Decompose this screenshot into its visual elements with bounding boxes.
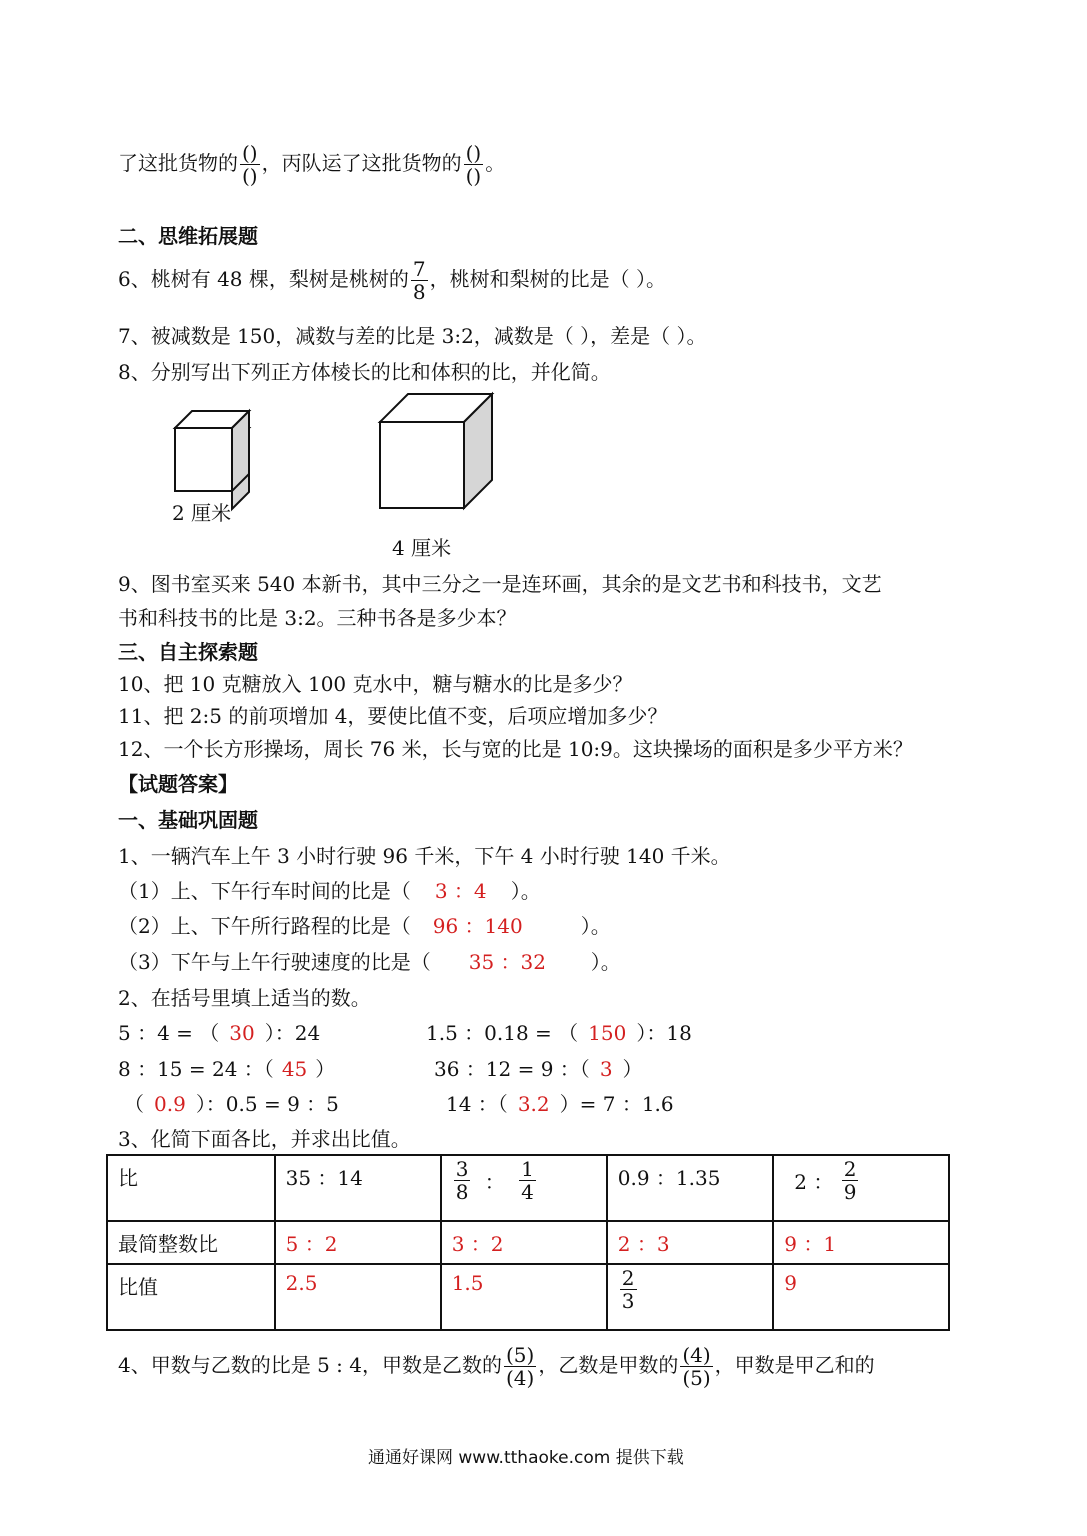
answer-2: 2、在括号里填上适当的数。 — [118, 986, 371, 1010]
footer: 通通好课网 www.tthaoke.com 提供下载 — [368, 1448, 684, 1468]
large-cube — [380, 394, 492, 508]
row-header-value: 比值 — [107, 1264, 275, 1330]
answer-2-row-3-left: （ 0.9 ）：0.5 = 9 ：5 — [124, 1092, 339, 1116]
cell-value-2: 1.5 — [441, 1264, 607, 1330]
answer-2-value: 3.2 — [517, 1092, 550, 1116]
answer-3: 3、化简下面各比，并求出比值。 — [118, 1127, 411, 1151]
q6-text-2: ，桃树和梨树的比是（ ）。 — [429, 267, 666, 291]
section2-title: 二、思维拓展题 — [118, 224, 258, 248]
fraction: $\frac{1}{4}$ — [521, 1157, 534, 1204]
row-header-ratio: 比 — [107, 1155, 275, 1221]
cell-ratio-3: 0.9 ：1.35 — [607, 1155, 774, 1221]
question-7: 7、被减数是 150，减数与差的比是 3:2，减数是（ ），差是（ ）。 — [118, 324, 707, 348]
answer-2-row-2-right: 36 ：12 = 9 ：（ 3 ） — [434, 1057, 643, 1081]
table-row — [107, 1155, 949, 1221]
q5-fraction-1: $\frac{()}{()}$ — [242, 141, 258, 188]
q5-text-3: 。 — [485, 151, 506, 175]
answer-2-row-1-right: 1.5 ：0.18 = （ 150 ）：18 — [426, 1021, 692, 1045]
answers-title: 【试题答案】 — [118, 772, 238, 796]
cell-ratio-1: 35 ：14 — [275, 1155, 441, 1221]
answer-4-fraction-2: $\frac{(4)}{(5)}$ — [682, 1343, 711, 1390]
q5-text-2: ，丙队运了这批货物的 — [261, 151, 462, 175]
answer-2-row-3-right: 14 ：（ 3.2 ）= 7 ：1.6 — [446, 1092, 674, 1116]
question-11: 11、把 2:5 的前项增加 4，要使比值不变，后项应增加多少？ — [118, 704, 668, 728]
question-9-line-1: 9、图书室买来 540 本新书，其中三分之一是连环画，其余的是文艺书和科技书，文艺 — [118, 572, 882, 596]
fraction: $\frac{2}{3}$ — [621, 1266, 635, 1313]
section3-title: 三、自主探索题 — [118, 640, 258, 664]
table-row — [107, 1221, 949, 1264]
answer-2-value: 30 — [229, 1021, 255, 1045]
fraction: $\frac{2}{9}$ — [843, 1157, 857, 1204]
answer-2-value: 0.9 — [154, 1092, 186, 1116]
table-row — [107, 1264, 949, 1330]
answer-1-3-value: 35 ：32 — [468, 950, 546, 974]
answer-1: 1、一辆汽车上午 3 小时行驶 96 千米，下午 4 小时行驶 140 千米。 — [118, 844, 731, 868]
q5-text-1: 了这批货物的 — [118, 151, 238, 175]
answer-1-1-value: 3 ：4 — [434, 879, 487, 903]
small-cube — [175, 411, 249, 509]
answer-2-row-2-left: 8 ：15 = 24 ：（ 45 ） — [118, 1057, 336, 1081]
cell-value-3 — [607, 1264, 774, 1330]
cell-ratio-4: 2 ： $\frac{2}{9}$ — [773, 1155, 949, 1221]
answer-1-1: （1）上、下午行车时间的比是（ 3 ：4 ）。 — [118, 879, 541, 903]
answer-1-2-value: 96 ：140 — [432, 914, 523, 938]
cell-value-1: 2.5 — [275, 1264, 441, 1330]
answer-2-value: 3 — [599, 1057, 613, 1081]
question-8: 8、分别写出下列正方体棱长的比和体积的比，并化简。 — [118, 360, 611, 384]
answer-1-3: （3）下午与上午行驶速度的比是（ 35 ：32 ）。 — [118, 950, 621, 974]
answer-2-row-1-left: 5 ：4 = （ 30 ）：24 — [118, 1021, 321, 1045]
row-header-simplest: 最简整数比 — [107, 1221, 275, 1264]
cell-simplest-4: 9 ：1 — [773, 1221, 949, 1264]
cell-simplest-1: 5 ：2 — [275, 1221, 441, 1264]
cell-ratio-2: $\frac{3}{8}$ ： $\frac{1}{4}$ — [441, 1155, 607, 1221]
large-cube-label: 4 厘米 — [392, 536, 452, 560]
answer-1-2: （2）上、下午所行路程的比是（ 96 ：140 ）。 — [118, 914, 611, 938]
q6-fraction: $\frac{7}{8}$ — [412, 257, 426, 304]
small-cube-label: 2 厘米 — [172, 501, 232, 525]
cell-simplest-3: 2 ：3 — [607, 1221, 774, 1264]
question-9-line-2: 书和科技书的比是 3:2。三种书各是多少本？ — [118, 606, 517, 630]
ratio-table — [106, 1154, 950, 1331]
answer-4: 4、甲数与乙数的比是 5 : 4，甲数是乙数的 $\frac{(5)}{(4)}$ ，乙数是甲数的 $\frac{(4)}{(5)}$ ，甲数是甲乙和的 — [118, 1343, 875, 1390]
question-12: 12、一个长方形操场，周长 76 米，长与宽的比是 10:9。这块操场的面积是多少平方米？ — [118, 737, 913, 761]
cell-simplest-2: 3 ：2 — [441, 1221, 607, 1264]
cell-value-4: 9 — [773, 1264, 949, 1330]
q6-text-1: 6、桃树有 48 棵，梨树是桃树的 — [118, 267, 409, 291]
question-10: 10、把 10 克糖放入 100 克水中，糖与糖水的比是多少？ — [118, 672, 633, 696]
section1-title: 一、基础巩固题 — [118, 808, 258, 832]
fraction: $\frac{3}{8}$ — [455, 1157, 469, 1204]
q5-line — [118, 142, 505, 187]
answer-2-value: 45 — [281, 1057, 308, 1081]
question-6 — [118, 258, 666, 303]
answer-2-value: 150 — [588, 1021, 627, 1045]
q5-fraction-2: $\frac{()}{()}$ — [465, 141, 482, 188]
answer-4-fraction-1: $\frac{(5)}{(4)}$ — [505, 1343, 535, 1390]
